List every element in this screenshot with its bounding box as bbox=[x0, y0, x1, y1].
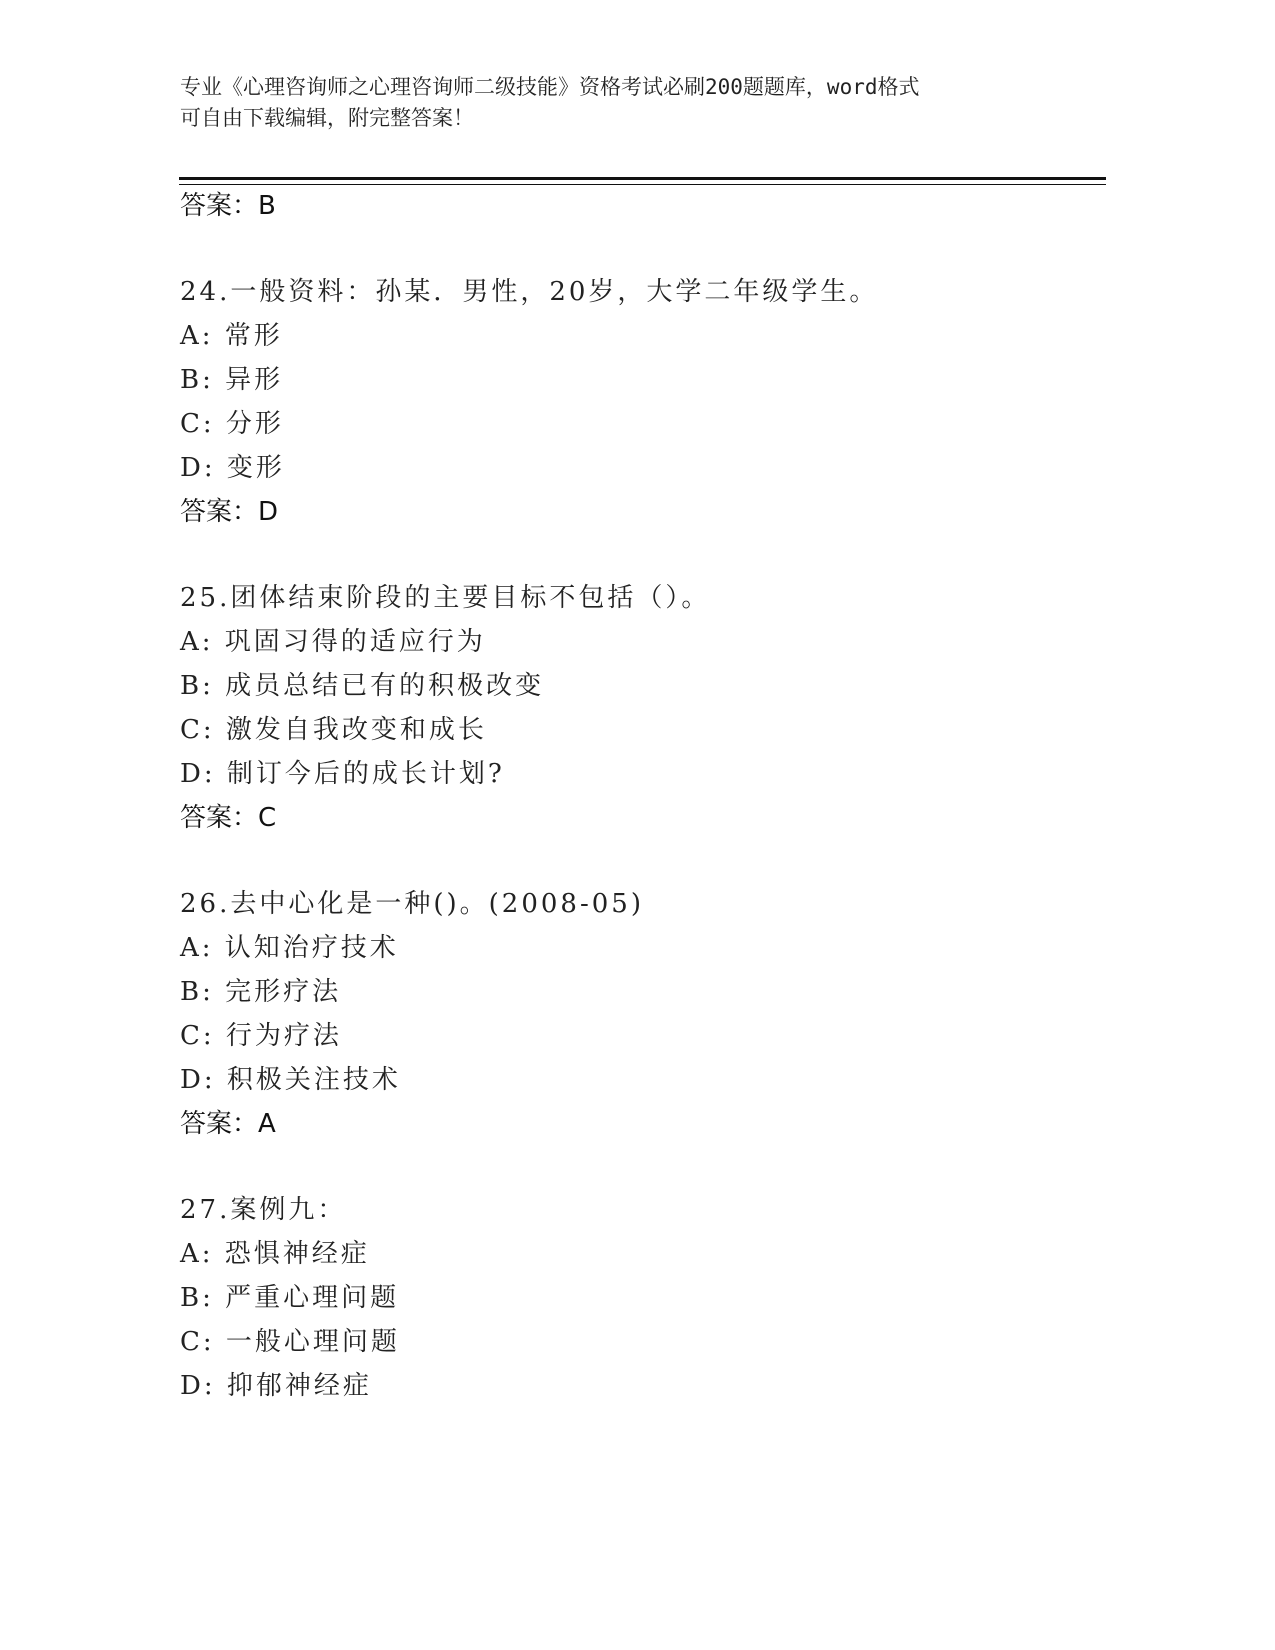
option-a: A: 常形 bbox=[180, 321, 283, 351]
answer-line: 答案：C bbox=[180, 803, 277, 833]
option-b: B: 严重心理问题 bbox=[180, 1283, 400, 1313]
question-stem: 26.去中心化是一种()。(2008-05) bbox=[180, 889, 644, 919]
question-stem: 24.一般资料：孙某．男性，20岁，大学二年级学生。 bbox=[180, 277, 879, 307]
option-b: B: 成员总结已有的积极改变 bbox=[180, 671, 545, 701]
option-c: C: 激发自我改变和成长 bbox=[180, 715, 487, 745]
question-stem: 25.团体结束阶段的主要目标不包括（）。 bbox=[180, 583, 711, 613]
question-24 bbox=[180, 270, 1120, 534]
question-27 bbox=[180, 1188, 1120, 1408]
answer-line: 答案：B bbox=[180, 191, 276, 221]
option-d: D: 变形 bbox=[180, 453, 285, 483]
option-d: D: 积极关注技术 bbox=[180, 1065, 401, 1095]
page-header bbox=[180, 72, 1080, 134]
option-d: D: 抑郁神经症 bbox=[180, 1371, 372, 1401]
option-c: C: 一般心理问题 bbox=[180, 1327, 400, 1357]
option-c: C: 分形 bbox=[180, 409, 284, 439]
option-a: A: 认知治疗技术 bbox=[180, 933, 399, 963]
option-b: B: 完形疗法 bbox=[180, 977, 342, 1007]
option-b: B: 异形 bbox=[180, 365, 284, 395]
header-line-2: 可自由下载编辑，附完整答案！ bbox=[180, 106, 474, 130]
answer-line: 答案：A bbox=[180, 1109, 276, 1139]
option-d: D: 制订今后的成长计划? bbox=[180, 759, 505, 789]
question-list bbox=[180, 184, 1120, 1408]
answer-line: 答案：D bbox=[180, 497, 279, 527]
option-a: A: 恐惧神经症 bbox=[180, 1239, 370, 1269]
question-25 bbox=[180, 576, 1120, 840]
question-stem: 27.案例九： bbox=[180, 1195, 347, 1225]
option-c: C: 行为疗法 bbox=[180, 1021, 342, 1051]
header-line-1: 专业《心理咨询师之心理咨询师二级技能》资格考试必刷200题题库，word格式 bbox=[180, 75, 920, 99]
option-a: A: 巩固习得的适应行为 bbox=[180, 627, 486, 657]
question-26 bbox=[180, 882, 1120, 1146]
